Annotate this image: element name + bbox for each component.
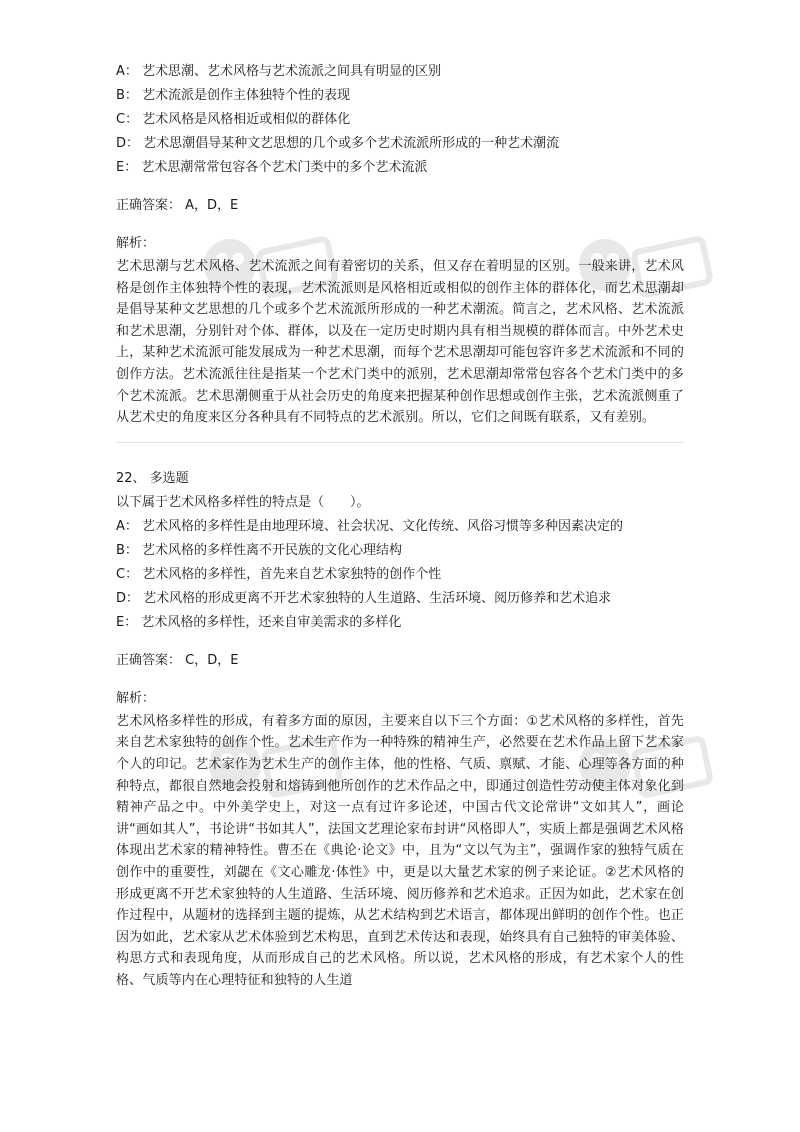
option-d: D： 艺术思潮倡导某种文艺思想的几个或多个艺术流派所形成的一种艺术潮流 <box>116 136 560 151</box>
option-d: D： 艺术风格的形成更离不开艺术家独特的人生道路、生活环境、阅历修养和艺术追求 <box>116 590 612 606</box>
section-divider <box>116 442 684 443</box>
analysis-label: 解析： <box>116 690 156 706</box>
correct-answer: 正确答案： C，D，E <box>116 652 239 668</box>
option-e: E： 艺术风格的多样性，还来自审美需求的多样化 <box>116 614 402 630</box>
analysis-text: 艺术思潮与艺术风格、艺术流派之间有着密切的关系，但又存在着明显的区别。一般来讲，艺术风格是创作主体独特个性的表现，艺术流派则是风格相近或相似的创作主体的群体化，而艺术思潮却是倡导某种文艺思想的几个或多个艺术流派所形成的一种艺术潮流。简言之，艺术风格、艺术流派和艺术思潮，分别针对个体、群体，以及在一定历史时期内具有相当规模的群体而言。中外艺术史上，某种艺术流派可能发展成为一种艺术思潮，而每个艺术思潮却可能包容许多艺术流派和不同的创作方法。艺术流派往往是指某一个艺术门类中的派别，艺术思潮却常常包容各个艺术门类中的多个艺术流派。艺术思潮侧重于从社会历史的角度来把握某种创作思想或创作主张，艺术流派侧重了从艺术史的角度来区分各种具有不同特点的艺术派别。所以，它们之间既有联系，又有差别。 <box>116 259 684 426</box>
document-page <box>116 60 684 991</box>
question-22 <box>116 467 684 992</box>
question-text: 以下属于艺术风格多样性的特点是（ ）。 <box>116 494 370 510</box>
option-b: B： 艺术流派是创作主体独特个性的表现 <box>116 88 351 103</box>
correct-answer: 正确答案： A，D，E <box>116 198 239 213</box>
option-c: C： 艺术风格是风格相近或相似的群体化 <box>116 112 351 127</box>
question-number: 22、 多选题 <box>116 470 189 486</box>
option-c: C： 艺术风格的多样性，首先来自艺术家独特的创作个性 <box>116 566 442 582</box>
option-a: A： 艺术风格的多样性是由地理环境、社会状况、文化传统、风俗习惯等多种因素决定的 <box>116 518 624 534</box>
option-e: E： 艺术思潮常常包容各个艺术门类中的多个艺术流派 <box>116 160 428 175</box>
analysis-label: 解析： <box>116 236 156 251</box>
option-a: A： 艺术思潮、艺术风格与艺术流派之间具有明显的区别 <box>116 64 442 79</box>
question-21-continuation <box>116 60 684 429</box>
analysis-text: 艺术风格多样性的形成，有着多方面的原因，主要来自以下三个方面：①艺术风格的多样性，首先来自艺术家独特的创作个性。艺术生产作为一种特殊的精神生产，必然要在艺术作品上留下艺术家个人的印记。艺术家作为艺术生产的创作主体，他的性格、气质、禀赋、才能、心理等各方面的种种特点，都很自然地会投射和熔铸到他所创作的艺术作品之中，即通过创造性劳动使主体对象化到精神产品之中。中外美学史上，对这一点有过许多论述，中国古代文论常讲“文如其人”，画论讲“画如其人”，书论讲“书如其人”，法国文艺理论家布封讲“风格即人”，实质上都是强调艺术风格体现出艺术家的精神特性。曹丕在《典论·论文》中，且为“文以气为主”，强调作家的独特气质在创作中的重要性，刘勰在《文心雕龙·体性》中，更是以大量艺术家的例子来论证。②艺术风格的形成更离不开艺术家独特的人生道路、生活环境、阅历修养和艺术追求。正因为如此，艺术家在创作过程中，从题材的选择到主题的提炼，从艺术结构到艺术语言，都体现出鲜明的创作个性。也正因为如此，艺术家从艺术体验到艺术构思，直到艺术传达和表现，始终具有自己独特的审美体验、构思方式和表现角度，从而形成自己的艺术风格。所以说，艺术风格的形成，有艺术家个人的性格、气质等内在心理特征和独特的人生道 <box>116 713 684 988</box>
option-b: B： 艺术风格的多样性离不开民族的文化心理结构 <box>116 542 403 558</box>
